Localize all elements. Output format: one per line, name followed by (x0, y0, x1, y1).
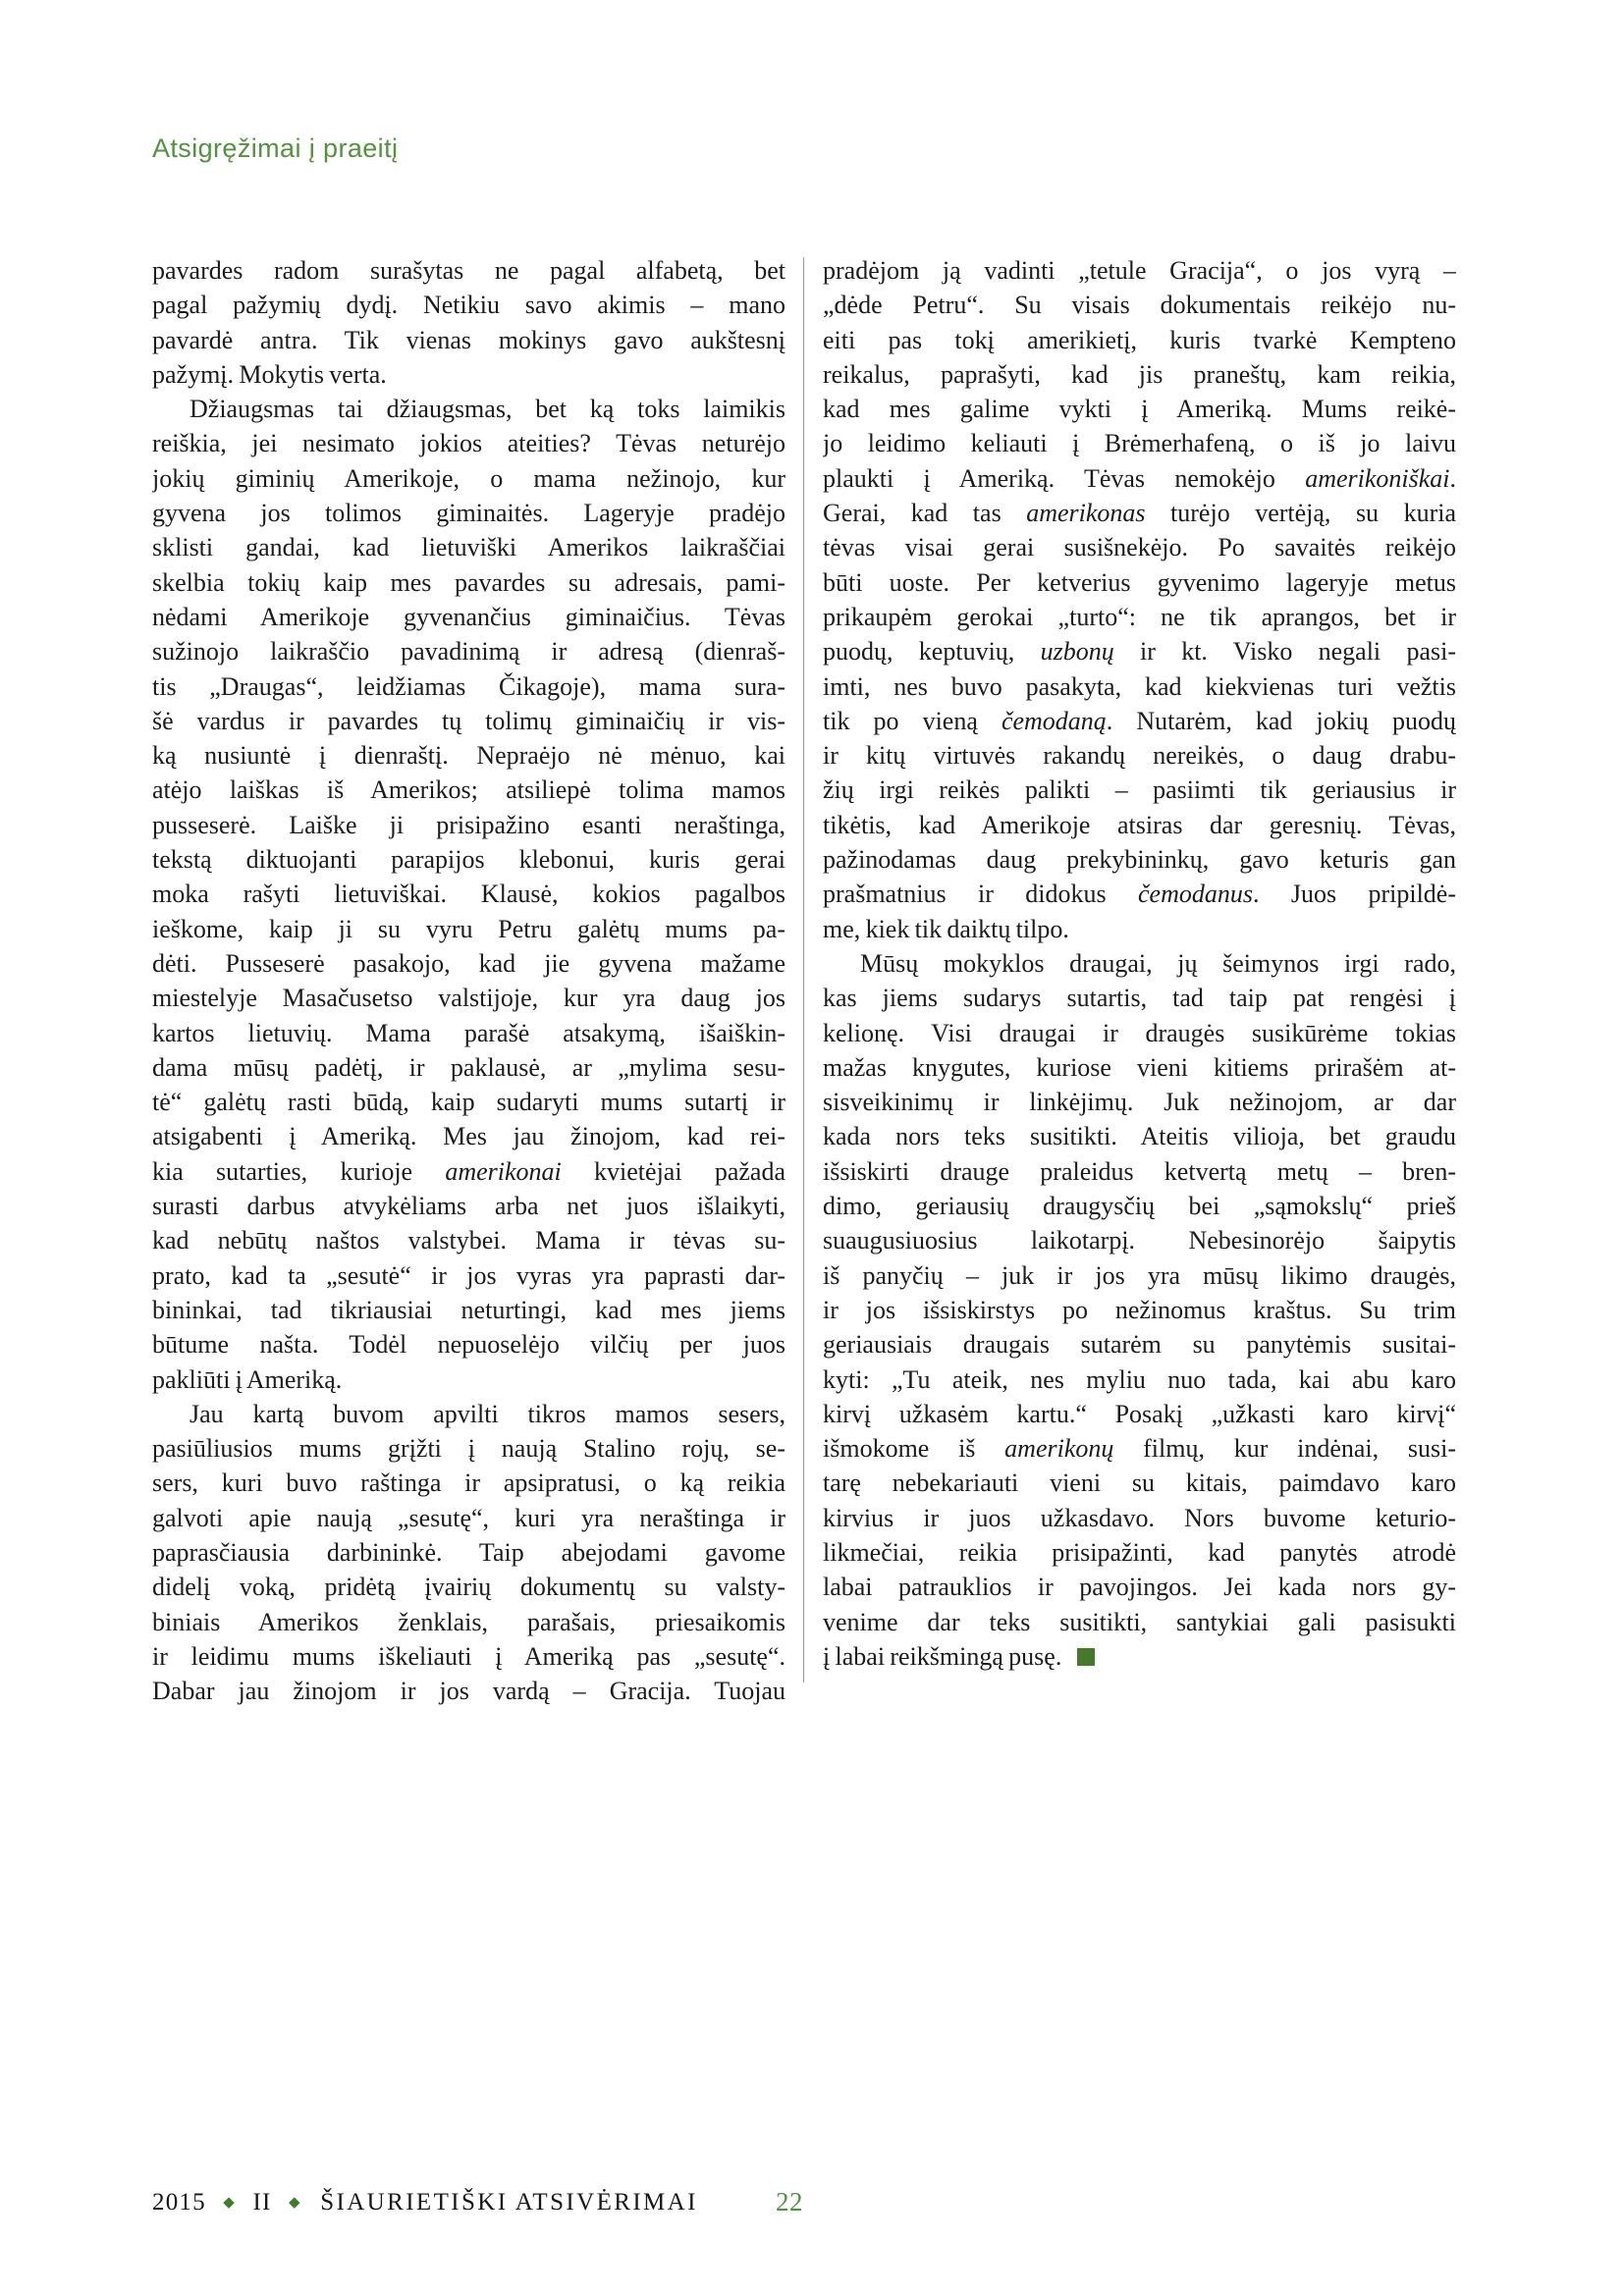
text-line: į labai reikšmingą pusę. (823, 1639, 1456, 1674)
text-line: kia sutarties, kurioje amerikonai kvietėjai pažada (152, 1156, 785, 1186)
text-line: „dėde Petru“. Su visais dokumentais reikėjo nu- (823, 291, 1456, 320)
text-line: sužinojo laikraščio pavadinimą ir adresą (dienraš- (152, 637, 785, 667)
text-line: venime dar teks susitikti, santykiai gali pasisukti (823, 1607, 1456, 1636)
text-line: atsigabenti į Ameriką. Mes jau žinojom, kad rei- (152, 1122, 785, 1151)
text-line: pavardes radom surašytas ne pagal alfabetą, bet (152, 256, 785, 285)
text-line: galvoti apie naują „sesutę“, kuri yra neraštinga ir (152, 1503, 785, 1532)
text-line: plaukti į Ameriką. Tėvas nemokėjo amerikoniškai. (823, 463, 1456, 493)
text-line: kad nebūtų naštos valstybei. Mama ir tėvas su- (152, 1226, 785, 1255)
text-line: nėdami Amerikoje gyvenančius giminaičius. Tėvas (152, 602, 785, 631)
text-line: ir jos išsiskirstys po nežinomus kraštus. Su trim (823, 1295, 1456, 1324)
text-line: Jau kartą buvom apvilti tikros mamos sesers, (189, 1399, 785, 1428)
text-line: dimo, geriausių draugysčių bei „sąmokslų“ prieš (823, 1192, 1456, 1221)
text-line: jo leidimo keliauti į Brėmerhafeną, o iš jo laivu (823, 429, 1456, 458)
text-line: atėjo laiškas iš Amerikos; atsiliepė tolima mamos (152, 775, 785, 805)
footer-year: 2015 (152, 2189, 206, 2216)
text-line: kas jiems sudarys sutartis, tad taip pat rengėsi į (823, 984, 1456, 1013)
text-line: ką nusiuntė į dienraštį. Nepraėjo nė mėnuo, kai (152, 741, 785, 771)
text-line: eiti pas tokį amerikietį, kuris tvarkė Kempteno (823, 325, 1456, 354)
text-line: tarę nebekariauti vieni su kitais, paimdavo karo (823, 1468, 1456, 1498)
text-line: sklisti gandai, kad lietuviški Amerikos laikraščiai (152, 533, 785, 562)
text-line: jokių giminių Amerikoje, o mama nežinojo, kur (152, 463, 785, 493)
text-line: pažinodamas daug prekybininkų, gavo keturis gan (823, 845, 1456, 875)
text-line: reikalus, paprašyti, kad jis praneštų, kam reikia, (823, 359, 1456, 389)
text-line: likmečiai, reikia prisipažinti, kad panytės atrodė (823, 1537, 1456, 1567)
article-column-right (823, 253, 1456, 1674)
text-line: reiškia, jei nesimato jokios ateities? Tėvas neturėjo (152, 429, 785, 458)
text-line: miestelyje Masačusetso valstijoje, kur yra daug jos (152, 984, 785, 1013)
text-line: surasti darbus atvykėliams arba net juos išlaikyti, (152, 1192, 785, 1221)
text-line: moka rašyti lietuviškai. Klausė, kokios pagalbos (152, 880, 785, 909)
text-line: mažas knygutes, kuriose vieni kitiems prirašėm at- (823, 1052, 1456, 1082)
text-line: šė vardus ir pavardes tų tolimų giminaičių ir vis- (152, 706, 785, 735)
text-line: Džiaugsmas tai džiaugsmas, bet ką toks laimikis (189, 395, 785, 424)
footer-issue: II (252, 2189, 272, 2216)
text-line: pakliūti į Ameriką. (152, 1364, 343, 1394)
text-line: gyvena jos tolimos giminaitės. Lageryje pradėjo (152, 499, 785, 528)
text-line: Dabar jau žinojom ir jos vardą – Gracija. Tuojau (152, 1677, 785, 1706)
text-line: pagal pažymių dydį. Netikiu savo akimis – mano (152, 291, 785, 320)
text-line: būti uoste. Per ketverius gyvenimo lageryje metus (823, 567, 1456, 597)
text-line: pažymį. Mokytis verta. (152, 359, 387, 389)
text-line: tik po vieną čemodaną. Nutarėm, kad jokių puodų (823, 706, 1456, 735)
footer-journal-title: ŠIAURIETIŠKI ATSIVĖRIMAI (320, 2189, 698, 2216)
text-line: ir kitų virtuvės rakandų nereikės, o daug drabu- (823, 741, 1456, 771)
text-line: skelbia tokių kaip mes pavardes su adresais, pami- (152, 567, 785, 597)
text-line: pradėjom ją vadinti „tetule Gracija“, o jos vyrą – (823, 256, 1456, 285)
text-line: kelionę. Visi draugai ir draugės susikūrėme tokias (823, 1018, 1456, 1047)
text-line: Mūsų mokyklos draugai, jų šeimynos irgi rado, (860, 948, 1456, 978)
text-line: dėti. Pusseserė pasakojo, kad jie gyvena mažame (152, 948, 785, 978)
text-line: puodų, keptuvių, uzbonų ir kt. Visko negali pasi- (823, 637, 1456, 667)
text-line: paprasčiausia darbininkė. Taip abejodami gavome (152, 1537, 785, 1567)
text-line: kada nors teks susitikti. Ateitis vilioja, bet graudu (823, 1122, 1456, 1151)
end-of-article-marker (1077, 1648, 1095, 1666)
text-line: tikėtis, kad Amerikoje atsiras dar geresnių. Tėvas, (823, 810, 1456, 839)
text-line: pavardė antra. Tik vienas mokinys gavo aukštesnį (152, 325, 785, 354)
text-line: tekstą diktuojanti parapijos klebonui, kuris gerai (152, 845, 785, 875)
text-line: kirvį užkasėm kartu.“ Posakį „užkasti karo kirvį“ (823, 1399, 1456, 1428)
text-line: tėvas visai gerai susišnekėjo. Po savaitės reikėjo (823, 533, 1456, 562)
diamond-icon: ◆ (223, 2195, 237, 2211)
text-line: kad mes galime vykti į Ameriką. Mums reikė- (823, 395, 1456, 424)
text-line: prikaupėm gerokai „turto“: ne tik aprangos, bet ir (823, 602, 1456, 631)
text-line: žių irgi reikės palikti – pasiimti tik geriausius ir (823, 775, 1456, 805)
text-line: imti, nes buvo pasakyta, kad kiekvienas turi vežtis (823, 671, 1456, 701)
text-line: geriausiais draugais sutarėm su panytėmis susitai- (823, 1330, 1456, 1360)
text-line: iš panyčių – juk ir jos yra mūsų likimo draugės, (823, 1260, 1456, 1290)
section-header: Atsigręžimai į praeitį (152, 133, 399, 163)
column-divider (803, 257, 804, 1682)
text-line: sisveikinimų ir linkėjimų. Juk nežinojom, ar dar (823, 1088, 1456, 1117)
page-number: 22 (776, 2187, 803, 2216)
text-line: me, kiek tik daiktų tilpo. (823, 914, 1069, 943)
text-line: išsiskirti drauge praleidus ketvertą metų – bren- (823, 1156, 1456, 1186)
text-line: kirvius ir juos užkasdavo. Nors buvome keturio- (823, 1503, 1456, 1532)
text-line: pusseserė. Laiške ji prisipažino esanti neraštinga, (152, 810, 785, 839)
text-line: tė“ galėtų rasti būdą, kaip sudaryti mums sutartį ir (152, 1088, 785, 1117)
text-line: suaugusiuosius laikotarpį. Nebesinorėjo šaipytis (823, 1226, 1456, 1255)
text-line: biniais Amerikos ženklais, parašais, priesaikomis (152, 1607, 785, 1636)
text-line: būtume našta. Todėl nepuoselėjo vilčių per juos (152, 1330, 785, 1360)
text-line: dama mūsų padėtį, ir paklausė, ar „mylima sesu- (152, 1052, 785, 1082)
text-line: bininkai, tad tikriausiai neturtingi, kad mes jiems (152, 1295, 785, 1324)
text-line: ieškome, kaip ji su vyru Petru galėtų mums pa- (152, 914, 785, 943)
text-line: kyti: „Tu ateik, nes myliu nuo tada, kai abu karo (823, 1364, 1456, 1394)
text-line: kartos lietuvių. Mama parašė atsakymą, išaiškin- (152, 1018, 785, 1047)
text-line: labai patrauklios ir pavojingos. Jei kada nors gy- (823, 1573, 1456, 1602)
text-line: pasiūliusios mums grįžti į naują Stalino rojų, se- (152, 1434, 785, 1464)
text-line: prašmatnius ir didokus čemodanus. Juos pripildė- (823, 880, 1456, 909)
text-line: prato, kad ta „sesutė“ ir jos vyras yra paprasti dar- (152, 1260, 785, 1290)
text-line: ir leidimu mums iškeliauti į Ameriką pas „sesutę“. (152, 1641, 785, 1671)
text-line: sers, kuri buvo raštinga ir apsipratusi, o ką reikia (152, 1468, 785, 1498)
text-line: tis „Draugas“, leidžiamas Čikagoje), mama sura- (152, 671, 785, 701)
article-column-left (152, 253, 785, 1708)
text-line: Gerai, kad tas amerikonas turėjo vertėją, su kuria (823, 499, 1456, 528)
page-footer (152, 2189, 698, 2222)
text-line: išmokome iš amerikonų filmų, kur indėnai, susi- (823, 1434, 1456, 1464)
diamond-icon: ◆ (288, 2195, 301, 2211)
text-line: didelį voką, pridėtą įvairių dokumentų su valsty- (152, 1573, 785, 1602)
